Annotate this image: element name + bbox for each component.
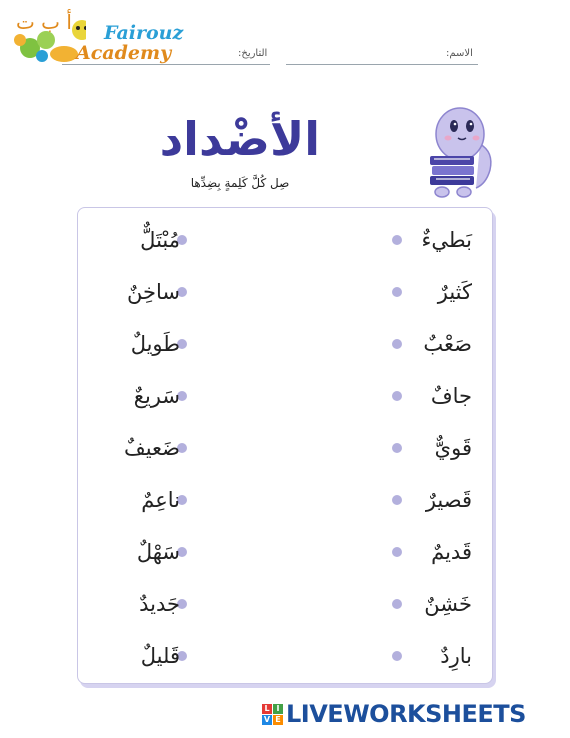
match-row <box>78 589 492 619</box>
left-word: قَليلٌ <box>140 644 180 668</box>
right-word: كَثيرٌ <box>437 280 472 304</box>
right-connect-dot[interactable] <box>392 651 402 661</box>
name-line[interactable] <box>286 64 478 65</box>
right-connect-dot[interactable] <box>392 287 402 297</box>
match-row <box>78 433 492 463</box>
match-row <box>78 277 492 307</box>
left-word: سَهْلٌ <box>136 540 180 564</box>
match-row <box>78 225 492 255</box>
right-connect-dot[interactable] <box>392 339 402 349</box>
right-word: بارِدٌ <box>440 644 472 668</box>
worksheet-instruction: صِل كُلَّ كَلِمةٍ بِضِدِّها <box>190 176 290 190</box>
liveworksheets-logo[interactable] <box>262 700 526 728</box>
right-connect-dot[interactable] <box>392 391 402 401</box>
academy-logo <box>6 4 186 70</box>
liveworksheets-brand: LIVEWORKSHEETS <box>286 700 526 728</box>
right-word: قَديمٌ <box>431 540 472 564</box>
match-row <box>78 485 492 515</box>
date-line[interactable] <box>62 64 270 65</box>
match-row <box>78 329 492 359</box>
right-word: جافٌ <box>430 384 472 408</box>
right-word: صَعْبٌ <box>423 332 472 356</box>
logo-arabic-letters: أ ب ت <box>16 10 72 34</box>
logo-word-fairouz: Fairouz <box>104 22 184 44</box>
date-label: التاريخ: <box>238 48 268 59</box>
right-connect-dot[interactable] <box>392 443 402 453</box>
right-connect-dot[interactable] <box>392 495 402 505</box>
right-word: بَطيءٌ <box>421 228 472 252</box>
name-label: الاسم: <box>446 48 473 59</box>
left-word: جَديدٌ <box>139 592 180 616</box>
match-row <box>78 641 492 671</box>
reading-monster-icon <box>424 104 496 200</box>
left-word: ساخِنٌ <box>127 280 180 304</box>
right-word: قَصيرٌ <box>425 488 472 512</box>
left-word: ضَعيفٌ <box>123 436 180 460</box>
liveworksheets-badge-icon: L I V E <box>262 704 283 725</box>
match-row <box>78 381 492 411</box>
right-connect-dot[interactable] <box>392 235 402 245</box>
left-word: مُبْتَلٌّ <box>140 228 180 252</box>
left-word: طَويلٌ <box>130 332 180 356</box>
left-word: ناعِمٌ <box>141 488 180 512</box>
right-word: خَشِنٌ <box>424 592 472 616</box>
logo-word-academy: Academy <box>76 42 172 64</box>
match-row <box>78 537 492 567</box>
left-word: سَريعٌ <box>133 384 180 408</box>
worksheet-title: الأضْداد <box>159 112 320 166</box>
right-word: قَويٌّ <box>434 436 472 460</box>
right-connect-dot[interactable] <box>392 599 402 609</box>
matching-panel <box>77 207 493 684</box>
right-connect-dot[interactable] <box>392 547 402 557</box>
